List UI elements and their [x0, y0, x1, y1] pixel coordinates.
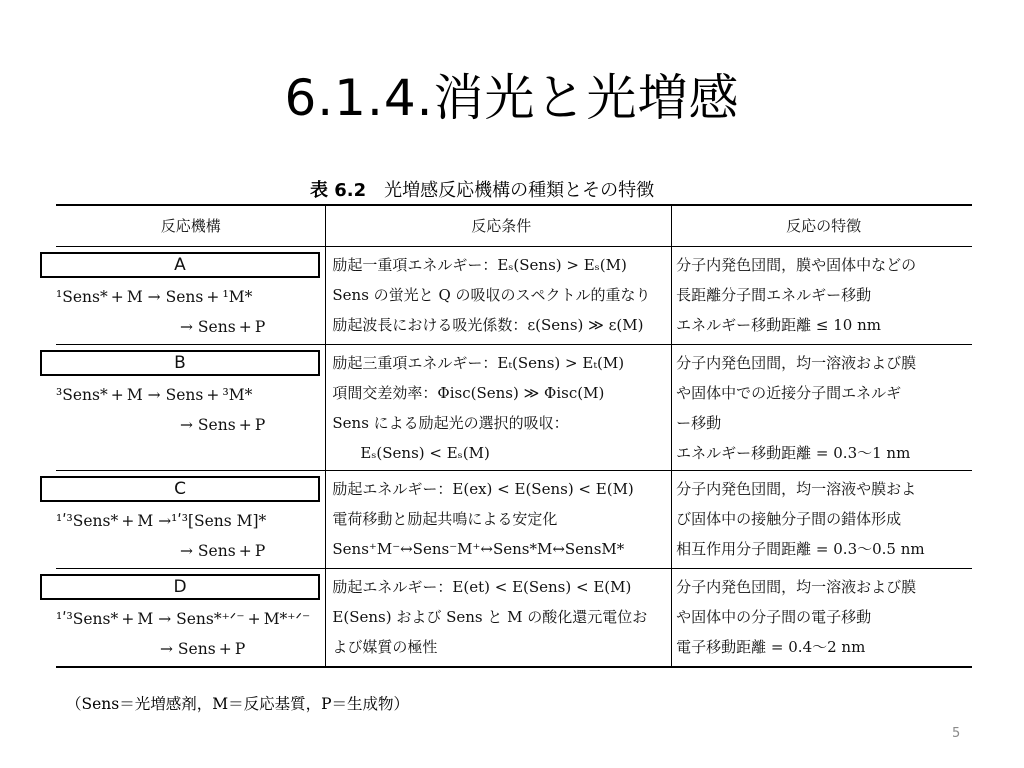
mechanism-equation: ¹ʹ³Sens* + M → Sens*⁺ᐟ⁻ + M*⁺ᐟ⁻ — [56, 610, 311, 628]
mechanism-equation: ¹ʹ³Sens* + M →¹ʹ³[Sens M]* — [56, 512, 267, 530]
condition-line: Sens⁺M⁻↔Sens⁻M⁺↔Sens*M↔SensM* — [332, 540, 625, 558]
condition-line: 励起三重項エネルギー：Eₜ(Sens) > Eₜ(M) — [332, 354, 625, 372]
condition-line: Sens による励起光の選択的吸収： — [332, 414, 569, 432]
conditions-cell — [326, 345, 672, 471]
features-cell — [672, 345, 972, 471]
condition-line: よび媒質の極性 — [332, 638, 438, 656]
conditions-cell — [326, 247, 672, 345]
table-caption — [310, 176, 654, 202]
condition-line: 項間交差効率：Φisc(Sens) ≫ Φisc(M) — [332, 384, 605, 402]
table-caption-number: 表 6.2 — [310, 180, 367, 201]
mechanism-cell — [56, 569, 326, 668]
mechanism-equation: ¹Sens* + M → Sens + ¹M* — [56, 288, 253, 306]
mechanism-equation: → Sens + P — [180, 542, 266, 560]
feature-line: エネルギー移動距離 = 0.3〜1 nm — [676, 444, 911, 462]
mechanism-label-box-c: C — [40, 476, 320, 502]
mechanism-equation: ³Sens* + M → Sens + ³M* — [56, 386, 253, 404]
condition-line: 励起波長における吸光係数：ε(Sens) ≫ ε(M) — [332, 316, 644, 334]
header-features: 反応の特徴 — [672, 205, 972, 247]
features-cell — [672, 569, 972, 668]
condition-line: Eₛ(Sens) < Eₛ(M) — [360, 444, 490, 462]
feature-line: 分子内発色団間，均一溶液および膜 — [676, 578, 917, 596]
condition-line: 励起エネルギー：E(ex) < E(Sens) < E(M) — [332, 480, 634, 498]
table-row — [56, 569, 972, 668]
mechanism-equation: → Sens + P — [180, 318, 266, 336]
table-header-row — [56, 205, 972, 247]
mechanism-label-box-b: B — [40, 350, 320, 376]
features-cell — [672, 471, 972, 569]
feature-line: 分子内発色団間，膜や固体中などの — [676, 256, 917, 274]
header-conditions: 反応条件 — [326, 205, 672, 247]
table-footnote: （Sens＝光増感剤，M＝反応基質，P＝生成物） — [66, 695, 410, 713]
table-caption-text: 光増感反応機構の種類とその特徴 — [384, 180, 655, 201]
condition-line: E(Sens) および Sens と M の酸化還元電位お — [332, 608, 648, 626]
mechanism-equation: → Sens + P — [180, 416, 266, 434]
feature-line: 分子内発色団間，均一溶液および膜 — [676, 354, 917, 372]
mechanism-cell — [56, 345, 326, 471]
condition-line: 励起エネルギー：E(et) < E(Sens) < E(M) — [332, 578, 632, 596]
slide-title: 6.1.4.消光と光増感 — [284, 69, 740, 127]
condition-line: 励起一重項エネルギー：Eₛ(Sens) > Eₛ(M) — [332, 256, 627, 274]
feature-line: び固体中の接触分子間の錯体形成 — [676, 510, 902, 528]
feature-line: ー移動 — [676, 414, 722, 432]
feature-line: や固体中での近接分子間エネルギ — [676, 384, 902, 402]
feature-line: エネルギー移動距離 ≤ 10 nm — [676, 316, 882, 334]
feature-line: 電子移動距離 = 0.4〜2 nm — [676, 638, 866, 656]
mechanism-label-box-d: D — [40, 574, 320, 600]
feature-line: や固体中の分子間の電子移動 — [676, 608, 872, 626]
feature-line: 分子内発色団間，均一溶液や膜およ — [676, 480, 917, 498]
page-number: 5 — [952, 726, 961, 741]
header-mechanism: 反応機構 — [56, 205, 326, 247]
mechanism-equation: → Sens + P — [160, 640, 246, 658]
table-row — [56, 345, 972, 471]
features-cell — [672, 247, 972, 345]
mechanism-cell — [56, 247, 326, 345]
feature-line: 長距離分子間エネルギー移動 — [676, 286, 872, 304]
conditions-cell — [326, 569, 672, 668]
condition-line: 電荷移動と励起共鳴による安定化 — [332, 510, 558, 528]
table-row — [56, 471, 972, 569]
condition-line: Sens の蛍光と Q の吸収のスペクトル的重なり — [332, 286, 651, 304]
mechanism-table — [56, 204, 972, 668]
feature-line: 相互作用分子間距離 = 0.3〜0.5 nm — [676, 540, 925, 558]
conditions-cell — [326, 471, 672, 569]
table-row — [56, 247, 972, 345]
mechanism-cell — [56, 471, 326, 569]
mechanism-label-box-a: A — [40, 252, 320, 278]
